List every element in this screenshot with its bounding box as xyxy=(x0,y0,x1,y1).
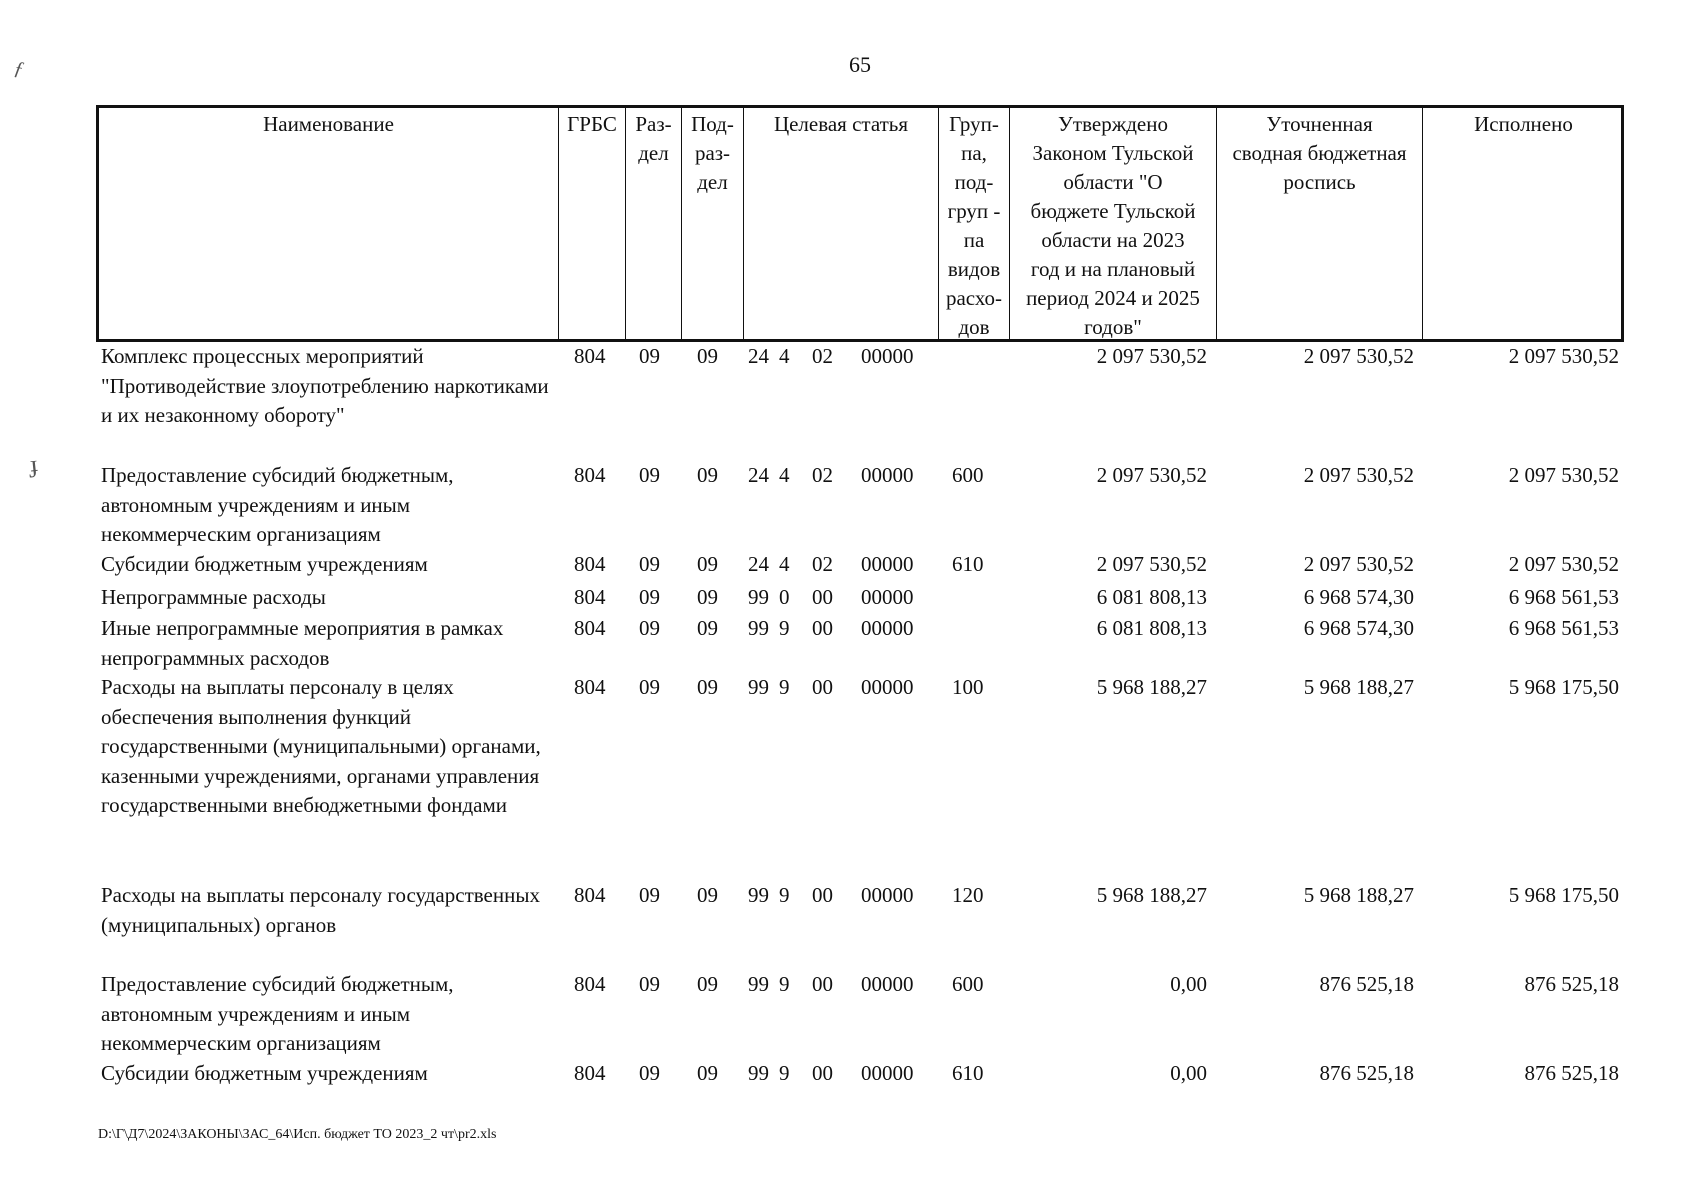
row-grbs: 804 xyxy=(574,616,606,640)
header-refined: Уточненная сводная бюджетная роспись xyxy=(1217,108,1423,339)
row-approved: 6 081 808,13 xyxy=(1096,616,1207,640)
row-podrazdel: 09 xyxy=(697,972,718,996)
row-grbs: 804 xyxy=(574,344,606,368)
row-executed: 5 968 175,50 xyxy=(1508,675,1619,699)
table-row xyxy=(96,614,1624,673)
row-approved: 5 968 188,27 xyxy=(1096,675,1207,699)
row-name: Субсидии бюджетным учреждениям xyxy=(101,552,428,576)
header-target: Целевая статья xyxy=(744,108,939,339)
row-executed: 876 525,18 xyxy=(1524,1061,1619,1085)
row-target-block: 02 xyxy=(812,344,833,368)
row-razdel: 09 xyxy=(639,883,660,907)
margin-mark: ƒ xyxy=(11,57,27,81)
row-target-type: 0 xyxy=(779,585,790,609)
row-group: 610 xyxy=(952,552,984,576)
row-target-type: 9 xyxy=(779,1061,790,1085)
row-refined: 6 968 574,30 xyxy=(1303,585,1414,609)
row-target-block: 00 xyxy=(812,972,833,996)
page-number: 65 xyxy=(849,52,871,77)
row-target-program: 24 xyxy=(748,552,769,576)
table-row xyxy=(96,970,1624,1059)
row-name: Непрограммные расходы xyxy=(101,585,326,609)
row-target-code: 00000 xyxy=(861,883,914,907)
row-grbs: 804 xyxy=(574,463,606,487)
row-refined: 2 097 530,52 xyxy=(1303,463,1414,487)
row-refined: 5 968 188,27 xyxy=(1303,675,1414,699)
row-refined: 5 968 188,27 xyxy=(1303,883,1414,907)
row-podrazdel: 09 xyxy=(697,552,718,576)
table-row xyxy=(96,583,1624,614)
row-razdel: 09 xyxy=(639,675,660,699)
row-target-program: 99 xyxy=(748,585,769,609)
row-target-program: 99 xyxy=(748,675,769,699)
row-executed: 5 968 175,50 xyxy=(1508,883,1619,907)
row-approved: 0,00 xyxy=(1170,972,1207,996)
row-razdel: 09 xyxy=(639,616,660,640)
row-executed: 2 097 530,52 xyxy=(1508,344,1619,368)
table-row xyxy=(96,1059,1624,1092)
header-podrazdel: Под- раз- дел xyxy=(682,108,744,339)
row-target-block: 02 xyxy=(812,463,833,487)
row-name: Расходы на выплаты персоналу в целях обеспечения выполнения функций государственными (муниципальными) органами, казенными учреждениями, органами управления государственными внебюджетными фондами xyxy=(101,675,541,817)
row-target-block: 02 xyxy=(812,552,833,576)
row-podrazdel: 09 xyxy=(697,675,718,699)
margin-mark: ɟ xyxy=(28,451,40,479)
row-approved: 6 081 808,13 xyxy=(1096,585,1207,609)
header-approved: Утверждено Законом Тульской области "О бюджете Тульской области на 2023 год и на плановый период 2024 и 2025 годов" xyxy=(1010,108,1217,339)
row-grbs: 804 xyxy=(574,972,606,996)
row-approved: 2 097 530,52 xyxy=(1096,463,1207,487)
row-name: Субсидии бюджетным учреждениям xyxy=(101,1061,428,1085)
row-approved: 5 968 188,27 xyxy=(1096,883,1207,907)
row-razdel: 09 xyxy=(639,552,660,576)
row-name: Иные непрограммные мероприятия в рамках непрограммных расходов xyxy=(101,616,504,670)
row-grbs: 804 xyxy=(574,585,606,609)
table-row xyxy=(96,881,1624,970)
row-target-type: 4 xyxy=(779,344,790,368)
row-razdel: 09 xyxy=(639,1061,660,1085)
row-refined: 876 525,18 xyxy=(1319,1061,1414,1085)
table-header xyxy=(96,105,1624,342)
row-executed: 2 097 530,52 xyxy=(1508,552,1619,576)
row-podrazdel: 09 xyxy=(697,883,718,907)
header-razdel: Раз- дел xyxy=(626,108,682,339)
row-razdel: 09 xyxy=(639,972,660,996)
row-razdel: 09 xyxy=(639,585,660,609)
row-razdel: 09 xyxy=(639,344,660,368)
header-name: Наименование xyxy=(99,108,559,339)
row-target-program: 24 xyxy=(748,463,769,487)
row-target-program: 24 xyxy=(748,344,769,368)
row-group: 100 xyxy=(952,675,984,699)
row-grbs: 804 xyxy=(574,675,606,699)
row-refined: 2 097 530,52 xyxy=(1303,552,1414,576)
table-row xyxy=(96,673,1624,881)
row-target-code: 00000 xyxy=(861,344,914,368)
row-group: 600 xyxy=(952,972,984,996)
header-group: Груп- па, под- груп - па видов расхо- дов xyxy=(939,108,1010,339)
row-group: 600 xyxy=(952,463,984,487)
row-razdel: 09 xyxy=(639,463,660,487)
row-podrazdel: 09 xyxy=(697,1061,718,1085)
row-target-code: 00000 xyxy=(861,972,914,996)
table-body xyxy=(96,342,1624,1092)
row-target-program: 99 xyxy=(748,883,769,907)
row-grbs: 804 xyxy=(574,1061,606,1085)
row-approved: 2 097 530,52 xyxy=(1096,552,1207,576)
row-target-type: 9 xyxy=(779,883,790,907)
row-refined: 2 097 530,52 xyxy=(1303,344,1414,368)
row-target-program: 99 xyxy=(748,1061,769,1085)
row-name: Расходы на выплаты персоналу государственных (муниципальных) органов xyxy=(101,883,540,937)
row-grbs: 804 xyxy=(574,883,606,907)
row-podrazdel: 09 xyxy=(697,463,718,487)
row-target-type: 9 xyxy=(779,675,790,699)
row-executed: 2 097 530,52 xyxy=(1508,463,1619,487)
row-target-type: 4 xyxy=(779,552,790,576)
row-executed: 6 968 561,53 xyxy=(1508,616,1619,640)
row-executed: 876 525,18 xyxy=(1524,972,1619,996)
row-group: 610 xyxy=(952,1061,984,1085)
row-target-code: 00000 xyxy=(861,463,914,487)
row-target-code: 00000 xyxy=(861,585,914,609)
row-target-type: 9 xyxy=(779,616,790,640)
row-target-block: 00 xyxy=(812,616,833,640)
row-podrazdel: 09 xyxy=(697,344,718,368)
row-approved: 0,00 xyxy=(1170,1061,1207,1085)
row-name: Предоставление субсидий бюджетным, автономным учреждениям и иным некоммерческим организациям xyxy=(101,463,454,546)
row-refined: 876 525,18 xyxy=(1319,972,1414,996)
row-target-program: 99 xyxy=(748,616,769,640)
header-grbs: ГРБС xyxy=(559,108,626,339)
row-target-block: 00 xyxy=(812,585,833,609)
row-target-code: 00000 xyxy=(861,675,914,699)
row-refined: 6 968 574,30 xyxy=(1303,616,1414,640)
row-name: Предоставление субсидий бюджетным, автономным учреждениям и иным некоммерческим организациям xyxy=(101,972,454,1055)
row-target-type: 4 xyxy=(779,463,790,487)
row-target-code: 00000 xyxy=(861,1061,914,1085)
table-row xyxy=(96,550,1624,583)
row-target-code: 00000 xyxy=(861,552,914,576)
table-row xyxy=(96,342,1624,461)
row-name: Комплекс процессных мероприятий "Противодействие злоупотреблению наркотиками и их незаконному обороту" xyxy=(101,344,549,427)
table-row xyxy=(96,461,1624,550)
row-grbs: 804 xyxy=(574,552,606,576)
row-target-block: 00 xyxy=(812,883,833,907)
row-podrazdel: 09 xyxy=(697,585,718,609)
row-target-block: 00 xyxy=(812,675,833,699)
row-podrazdel: 09 xyxy=(697,616,718,640)
row-target-code: 00000 xyxy=(861,616,914,640)
file-path-footer: D:\Г\Д7\2024\ЗАКОНЫ\ЗАС_64\Исп. бюджет ТО 2023_2 чт\pr2.xls xyxy=(98,1127,497,1142)
row-target-type: 9 xyxy=(779,972,790,996)
row-group: 120 xyxy=(952,883,984,907)
row-executed: 6 968 561,53 xyxy=(1508,585,1619,609)
row-approved: 2 097 530,52 xyxy=(1096,344,1207,368)
row-target-block: 00 xyxy=(812,1061,833,1085)
row-target-program: 99 xyxy=(748,972,769,996)
header-executed: Исполнено xyxy=(1474,112,1573,136)
